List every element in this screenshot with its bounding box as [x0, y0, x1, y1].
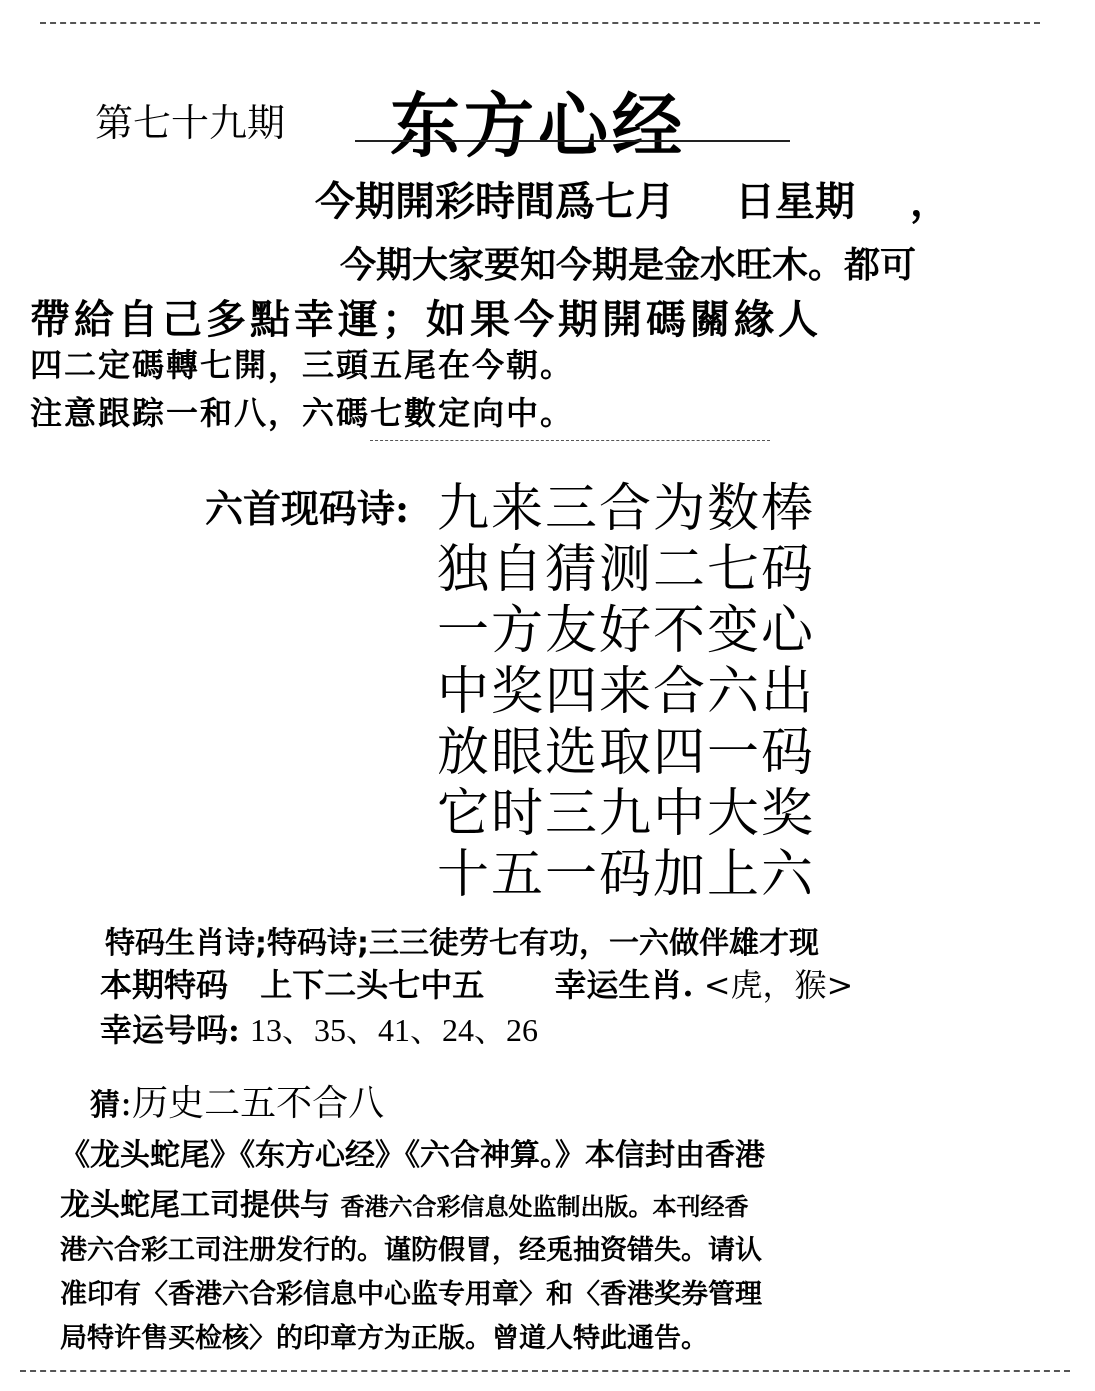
poem-line: 十五一码加上六 [437, 845, 816, 905]
guess-line [90, 1075, 384, 1126]
poem-label: 六首现码诗: [205, 486, 410, 531]
draw-time-comma: ， [910, 179, 950, 225]
bottom-border [20, 1370, 1070, 1372]
poem-line: 九来三合为数棒 [437, 479, 816, 539]
notice-line-2 [60, 1180, 748, 1224]
poem-line: 一方友好不变心 [437, 601, 816, 661]
intro-line-2: 今期大家要知今期是金水旺木。都可 [340, 245, 917, 286]
lucky-numbers-value: 13、35、41、24、26 [250, 1012, 539, 1048]
poem-line: 放眼选取四一码 [437, 723, 816, 783]
intro-line-4: 四二定碼轉七開，三頭五尾在今朝。 [30, 346, 575, 384]
notice-line-3: 港六合彩工司注册发行的。谨防假冒，经兎抽资错失。请认 [60, 1235, 762, 1266]
poem-line: 它时三九中大奖 [437, 784, 816, 844]
notice-line-2b: 香港六合彩信息处监制出版。本刊经香 [340, 1193, 749, 1221]
issue-number: 第七十九期 [95, 101, 286, 145]
lucky-numbers-line [100, 1005, 538, 1051]
lucky-zodiac-label: 幸运生肖. [554, 966, 694, 1004]
this-issue-line [100, 960, 853, 1006]
notice-line-1: 《龙头蛇尾》《东方心经》《六合神算。》本信封由香港 [60, 1138, 765, 1173]
section-divider [370, 440, 770, 441]
intro-line-3: 帶給自己多點幸運；如果今期開碼關緣人 [30, 297, 822, 343]
draw-time-line [315, 170, 950, 227]
zodiac-poem: 特码生肖诗;特码诗;三三徒劳七有功，一六做伴雄才现 [105, 926, 819, 961]
lucky-zodiac-value: <虎，猴> [703, 966, 854, 1004]
poem-line: 独自猜测二七码 [437, 540, 816, 600]
notice-line-5: 局特许售买检核〉的印章方为正版。曾道人特此通告。 [60, 1323, 708, 1354]
this-issue-value: 上下二头七中五 [260, 966, 485, 1004]
notice-line-4: 准印有〈香港六合彩信息中心监专用章〉和〈香港奖券管理 [60, 1279, 762, 1310]
top-border [40, 22, 1040, 24]
poem-line: 中奖四来合六出 [437, 662, 816, 722]
this-issue-label: 本期特码 [100, 966, 229, 1004]
lucky-numbers-label: 幸运号吗: [100, 1011, 240, 1049]
guess-text: :历史二五不合八 [120, 1083, 385, 1124]
title-underline [355, 140, 790, 142]
notice-line-2a: 龙头蛇尾工司提供与 [60, 1188, 330, 1223]
guess-label: 猜 [90, 1088, 120, 1123]
intro-line-5: 注意跟踪一和八，六碼七數定向中。 [30, 394, 575, 432]
draw-time-text: 今期開彩時間爲七月 [315, 179, 675, 225]
draw-weekday-text: 日星期 [735, 179, 855, 225]
page-title: 东方心经 [390, 85, 686, 167]
